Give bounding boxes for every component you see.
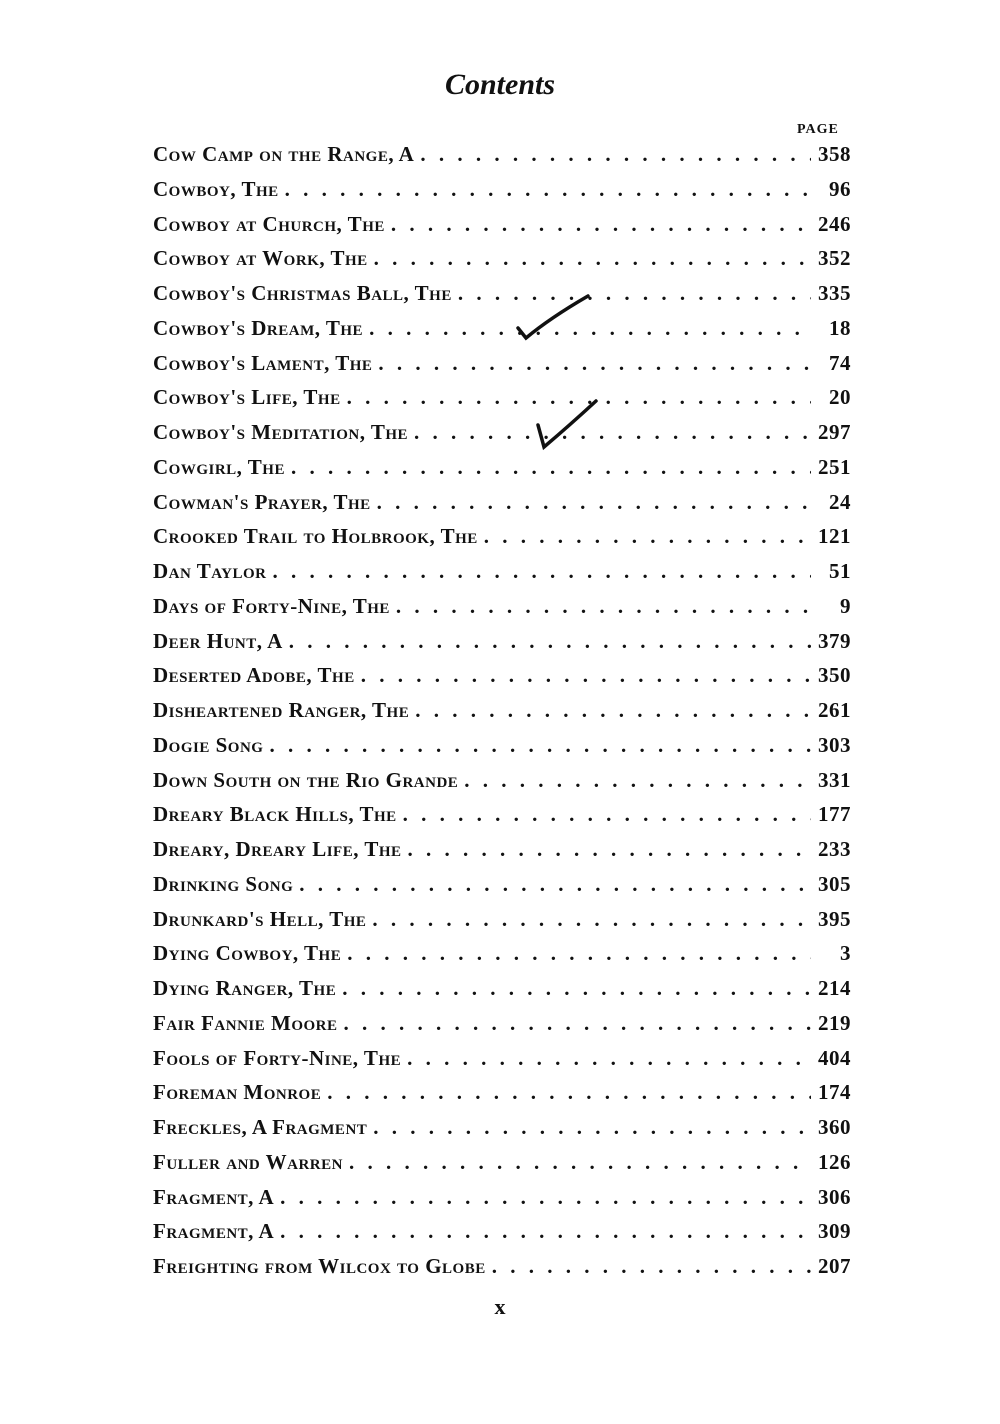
toc-entry (153, 212, 851, 247)
dot-leader (408, 837, 811, 862)
dot-leader (420, 142, 811, 167)
table-of-contents (153, 142, 851, 1289)
dot-leader (484, 524, 811, 549)
entry-title: Cowboy at Work, The (153, 246, 368, 271)
entry-page: 358 (818, 142, 851, 166)
toc-entry (153, 524, 851, 559)
page-column-header: PAGE (797, 122, 839, 137)
entry-page: 177 (818, 802, 851, 827)
dot-leader (280, 1219, 811, 1244)
entry-title: Dan Taylor (153, 559, 267, 583)
entry-page: 261 (818, 698, 851, 722)
entry-page: 9 (840, 593, 851, 618)
toc-entry (153, 698, 851, 733)
entry-page: 126 (818, 1149, 851, 1174)
toc-entry (153, 1150, 851, 1185)
entry-page: 335 (818, 281, 851, 305)
page-number: x (494, 1294, 506, 1319)
dot-leader (349, 1150, 811, 1175)
entry-title: Fuller and Warren (153, 1149, 343, 1174)
entry-title: Dreary, Dreary Life, The (153, 837, 402, 861)
entry-title: Dogie Song (153, 732, 264, 757)
entry-title: Freckles, A Fragment (153, 1115, 368, 1139)
entry-title: Deserted Adobe, The (153, 663, 355, 688)
dot-leader (273, 559, 811, 584)
toc-entry (153, 663, 851, 698)
dot-leader (378, 351, 811, 376)
entry-page: 24 (829, 489, 851, 514)
entry-page: 379 (818, 628, 851, 653)
dot-leader (374, 246, 811, 271)
dot-leader (291, 455, 811, 480)
toc-entry (153, 941, 851, 976)
dot-leader (289, 629, 811, 654)
toc-entry (153, 316, 851, 351)
toc-entry (153, 1011, 851, 1046)
entry-page: 352 (818, 246, 851, 271)
entry-title: Days of Forty-Nine, The (153, 593, 390, 618)
handwritten-checkmark-icon (510, 290, 600, 350)
dot-leader (391, 212, 811, 237)
dot-leader (372, 907, 811, 932)
entry-title: Crooked Trail to Holbrook, The (153, 524, 478, 549)
dot-leader (285, 177, 811, 202)
entry-page: 207 (818, 1254, 851, 1278)
entry-page: 219 (818, 1010, 851, 1035)
dot-leader (347, 941, 811, 966)
entry-title: Disheartened Ranger, The (153, 698, 410, 722)
toc-entry (153, 1115, 851, 1150)
entry-title: Cowboy's Lament, The (153, 350, 373, 375)
toc-entry (153, 1046, 851, 1081)
toc-entry (153, 281, 851, 316)
toc-entry (153, 177, 851, 212)
dot-leader (373, 1115, 811, 1140)
entry-title: Drunkard's Hell, The (153, 906, 367, 931)
toc-entry (153, 837, 851, 872)
entry-title: Cowboy at Church, The (153, 211, 385, 236)
entry-title: Dreary Black Hills, The (153, 802, 397, 827)
entry-page: 74 (829, 350, 851, 375)
dot-leader (361, 663, 811, 688)
toc-entry (153, 420, 851, 455)
toc-entry (153, 1254, 851, 1289)
entry-page: 404 (818, 1045, 851, 1070)
entry-title: Foreman Monroe (153, 1080, 322, 1105)
entry-title: Freighting from Wilcox to Globe (153, 1254, 486, 1278)
toc-entry (153, 802, 851, 837)
dot-leader (407, 1046, 811, 1071)
entry-title: Cowboy's Life, The (153, 385, 341, 410)
toc-entry (153, 976, 851, 1011)
entry-page: 331 (818, 767, 851, 792)
entry-page: 20 (829, 385, 851, 410)
entry-page: 51 (829, 559, 851, 583)
entry-page: 251 (818, 454, 851, 479)
entry-title: Cowman's Prayer, The (153, 489, 371, 514)
dot-leader (269, 733, 811, 758)
entry-title: Cowboy's Christmas Ball, The (153, 281, 452, 305)
entry-title: Drinking Song (153, 871, 294, 896)
toc-entry (153, 455, 851, 490)
toc-entry (153, 907, 851, 942)
entry-page: 96 (829, 176, 851, 201)
dot-leader (396, 594, 811, 619)
dot-leader (280, 1185, 811, 1210)
entry-title: Cowboy, The (153, 176, 279, 201)
dot-leader (377, 490, 811, 515)
entry-title: Fair Fannie Moore (153, 1010, 338, 1035)
page-title: Contents (444, 68, 556, 101)
entry-page: 297 (818, 420, 851, 444)
dot-leader (344, 1011, 812, 1036)
toc-entry (153, 768, 851, 803)
toc-entry (153, 142, 851, 177)
entry-page: 174 (818, 1080, 851, 1105)
entry-title: Deer Hunt, A (153, 628, 283, 653)
dot-leader (342, 976, 811, 1001)
entry-page: 306 (818, 1184, 851, 1209)
entry-title: Cowboy's Dream, The (153, 315, 364, 340)
entry-page: 303 (818, 732, 851, 757)
entry-page: 305 (818, 871, 851, 896)
toc-entry (153, 559, 851, 594)
entry-title: Fools of Forty-Nine, The (153, 1045, 402, 1070)
entry-title: Down South on the Rio Grande (153, 767, 459, 792)
dot-leader (464, 768, 811, 793)
entry-title: Fragment, A (153, 1184, 275, 1209)
toc-entry (153, 246, 851, 281)
handwritten-checkmark-icon (530, 395, 610, 455)
dot-leader (415, 698, 811, 723)
entry-page: 360 (818, 1115, 851, 1139)
toc-entry (153, 385, 851, 420)
toc-entry (153, 872, 851, 907)
dot-leader (299, 872, 811, 897)
entry-page: 246 (818, 211, 851, 236)
entry-title: Cow Camp on the Range, A (153, 142, 415, 166)
toc-entry (153, 490, 851, 525)
entry-page: 214 (818, 976, 851, 1000)
entry-page: 18 (829, 315, 851, 340)
entry-page: 309 (818, 1219, 851, 1244)
entry-page: 395 (818, 906, 851, 931)
toc-entry (153, 351, 851, 386)
entry-title: Dying Cowboy, The (153, 941, 342, 966)
entry-title: Cowgirl, The (153, 454, 285, 479)
toc-entry (153, 594, 851, 629)
toc-entry (153, 733, 851, 768)
entry-title: Cowboy's Meditation, The (153, 420, 409, 444)
entry-page: 3 (840, 941, 851, 966)
toc-entry (153, 629, 851, 664)
dot-leader (403, 802, 811, 827)
dot-leader (327, 1080, 811, 1105)
toc-entry (153, 1185, 851, 1220)
entry-page: 350 (818, 663, 851, 688)
entry-page: 121 (818, 524, 851, 549)
entry-title: Dying Ranger, The (153, 976, 337, 1000)
entry-page: 233 (818, 837, 851, 861)
dot-leader (492, 1254, 811, 1279)
toc-entry (153, 1080, 851, 1115)
entry-title: Fragment, A (153, 1219, 275, 1244)
toc-entry (153, 1219, 851, 1254)
dot-leader (414, 420, 811, 445)
